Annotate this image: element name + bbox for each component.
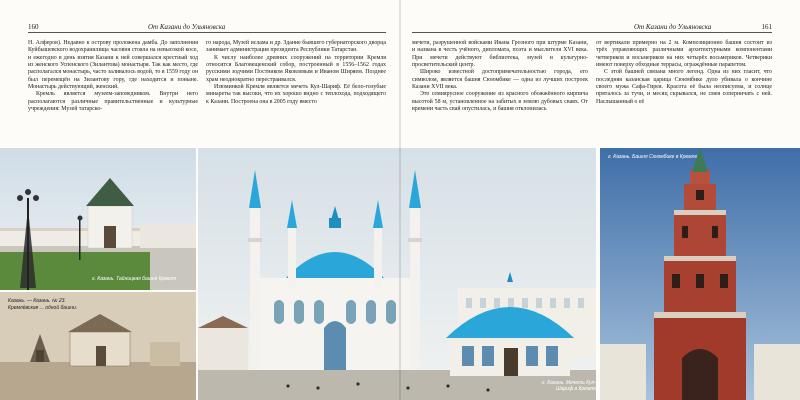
text-column-4 <box>596 40 772 106</box>
mosque-photo-illustration <box>198 148 596 400</box>
text-column-1 <box>28 40 198 113</box>
paragraph: Широко известной достопримечательностью города, его символом, является башня Сююмбике — одна из лучших построек Казани XVII века. <box>412 69 588 91</box>
right-header-rule <box>412 32 772 33</box>
text-column-3 <box>412 40 588 113</box>
mosque-photo <box>198 148 596 400</box>
left-page-number: 160 <box>28 23 39 31</box>
left-header-rule <box>28 32 386 33</box>
left-page-header <box>28 22 386 34</box>
paragraph: С этой башней связана много легенд. Одна из них гласит, что последняя казанская царица Сююмбике дуло убивала о кончине своего мужа Сафа-Гирея. Красота её была неописуема, и солнце пряталось за тучи, и месяц скрывался, не смея соперничать с ней. Наслышанный о её <box>596 69 772 105</box>
paragraph: мечети, разрушенной войсками Ивана Грозного при штурме Казани, и названа в честь учёного, дипломата, поэта и мыслителя XVI века. При мечети действуют библиотека, музей и культурно-просветительский центр. <box>412 40 588 69</box>
text-column-2 <box>206 40 386 106</box>
spine-gutter <box>399 0 401 400</box>
syuyumbike-photo <box>600 148 800 400</box>
tower-photo-caption: г. Казань. Тайницкая башня Кремля <box>92 276 177 282</box>
paragraph: от вертикали примерно на 2 м. Композиционно башня состоит из трёх управляющих различными архитектурными компонентами четвериков и восьмериков на них четырёх восьмериков. Четверики имеют поверху обходные террасы, ограждённые парапетом. <box>596 40 772 69</box>
syuyumbike-photo-illustration <box>600 148 800 400</box>
syuyumbike-photo-caption: г. Казань. Башня Сююмбике в Кремле <box>608 154 698 160</box>
paragraph: Кремль является музеем-заповедником. Внутри него располагаются различные правительственные и культурные учреждения: Музей татарско- <box>28 91 198 113</box>
left-running-title: От Казани до Ульяновска <box>148 23 226 31</box>
paragraph: Изюминкой Кремля является мечеть Кул-Шариф. Её бело-голубые минареты так высоки, что их хорошо видно с теплохода, подходящего к Казани. Построена она в 2005 году вместо <box>206 84 386 105</box>
right-page-number: 161 <box>761 23 772 31</box>
old-photo-caption-top: Казань. — Казань. № 23. <box>8 298 66 304</box>
paragraph: Н. Алферов). Недавно к острову проложена дамба. До заполнения Куйбышевского водохранилища часовня стояла на невысокой косе, и ежегодно в день взятия Казани к ней совершался крестный ход из женского Успенского (Зилантова) монастыря. Так как место, где располагался монастырь, часто заливалось водой, то в 1559 году он был перемещён на Зилантову гору, где находится и поныне. Монастырь действующий, женский. <box>28 40 198 91</box>
mosque-photo-caption: г. Казань. Мечеть Кул-Шариф в Кремле <box>541 380 596 392</box>
tower-photo-illustration <box>0 148 196 290</box>
paragraph: го народа, Музей ислама и др. Здание бывшего губернаторского дворца занимает администрация президента Республики Татарстан. <box>206 40 386 54</box>
right-running-title: От Казани до Ульяновска <box>634 23 712 31</box>
right-page-header <box>412 22 772 34</box>
old-photo <box>0 292 196 400</box>
paragraph: К числу наиболее древних сооружений на территории Кремля относится Благовещенский собор, построенный в 1556–1562 годах русскими зодчими Постником Яковлевым и Иваном Ширяем. Позднее храм неоднократно перестраивался. <box>206 54 386 83</box>
old-photo-caption-sub: Кремлёвская ... одной башни. <box>8 305 78 311</box>
paragraph: Это семиярусное сооружение из красного обожжённого кирпича высотой 58 м, установленное на забитых в землю дубовых сваях. От времени часть свай опустилась, и башня отклонилась <box>412 91 588 113</box>
tower-photo <box>0 148 196 290</box>
